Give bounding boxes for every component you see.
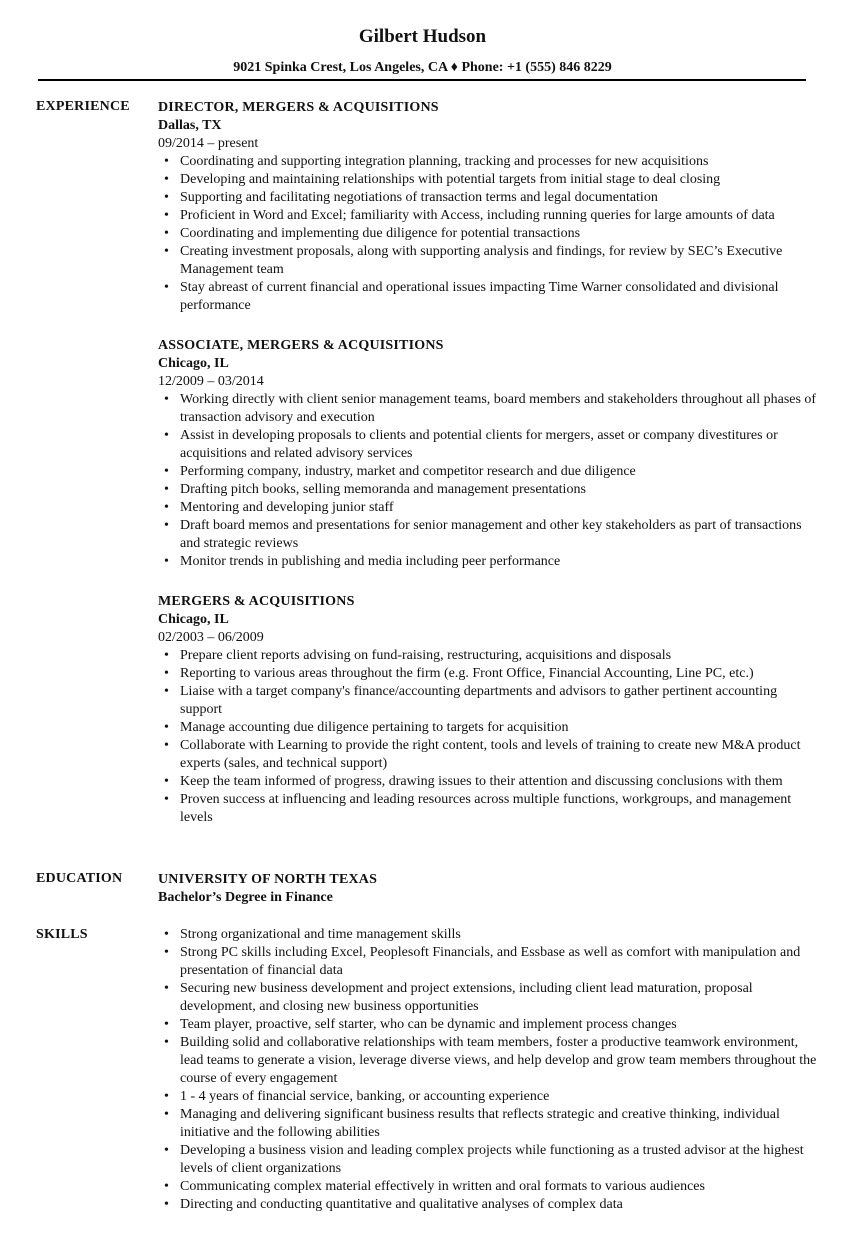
list-item: • Keep the team informed of progress, drawing issues to their attention and discussing conclusions with them xyxy=(158,773,818,791)
job-bullets xyxy=(158,647,818,827)
job-location: Chicago, IL xyxy=(158,612,229,627)
job-entry-mergers xyxy=(158,593,818,827)
list-item: • Stay abreast of current financial and operational issues impacting Time Warner consolidated and divisional performance xyxy=(158,279,818,315)
list-item: • Securing new business development and project extensions, including client lead maturation, proposal development, and closing new business opportunities xyxy=(158,980,818,1016)
candidate-name: Gilbert Hudson xyxy=(358,26,487,47)
list-item: • Developing a business vision and leading complex projects while functioning as a trusted advisor at the highest levels of client organizations xyxy=(158,1142,818,1178)
education-heading: EDUCATION xyxy=(36,871,123,886)
list-item: • Building solid and collaborative relationships with team members, foster a productive teamwork environment, lead teams to generate a vision, leverage diverse views, and help develop and grow team members throughout the course of every engagement xyxy=(158,1034,818,1088)
list-item: • Drafting pitch books, selling memoranda and management presentations xyxy=(158,481,818,499)
list-item: • Strong PC skills including Excel, Peoplesoft Financials, and Essbase as well as comfort with manipulation and presentation of financial data xyxy=(158,944,818,980)
list-item: • Mentoring and developing junior staff xyxy=(158,499,818,517)
school-name: UNIVERSITY OF NORTH TEXAS xyxy=(158,872,378,887)
list-item: • Team player, proactive, self starter, who can be dynamic and implement process changes xyxy=(158,1016,818,1034)
job-dates: 12/2009 – 03/2014 xyxy=(158,374,264,389)
list-item: • Coordinating and implementing due diligence for potential transactions xyxy=(158,225,818,243)
list-item: • Supporting and facilitating negotiations of transaction terms and legal documentation xyxy=(158,189,818,207)
job-location: Chicago, IL xyxy=(158,356,229,371)
job-title: DIRECTOR, MERGERS & ACQUISITIONS xyxy=(158,100,439,115)
list-item: • Developing and maintaining relationships with potential targets from initial stage to deal closing xyxy=(158,171,818,189)
list-item: • Communicating complex material effectively in written and oral formats to various audiences xyxy=(158,1178,818,1196)
job-location: Dallas, TX xyxy=(158,118,222,133)
skills-list xyxy=(158,926,818,1214)
skills-heading: SKILLS xyxy=(36,927,88,942)
list-item: • Draft board memos and presentations for senior management and other key stakeholders as part of transactions and strategic reviews xyxy=(158,517,818,553)
job-title: MERGERS & ACQUISITIONS xyxy=(158,594,355,609)
list-item: • Collaborate with Learning to provide the right content, tools and levels of training to create new M&A product experts (sales, and technical support) xyxy=(158,737,818,773)
list-item: • Liaise with a target company's finance/accounting departments and advisors to gather pertinent accounting support xyxy=(158,683,818,719)
job-entry-director xyxy=(158,99,818,315)
list-item: • Monitor trends in publishing and media including peer performance xyxy=(158,553,818,571)
list-item: • Proven success at influencing and leading resources across multiple functions, workgroups, and management levels xyxy=(158,791,818,827)
job-dates: 09/2014 – present xyxy=(158,136,259,151)
list-item: • Assist in developing proposals to clients and potential clients for mergers, asset or company divestitures or acquisitions and related advisory services xyxy=(158,427,818,463)
job-dates: 02/2003 – 06/2009 xyxy=(158,630,264,645)
list-item: • Coordinating and supporting integration planning, tracking and processes for new acquisitions xyxy=(158,153,818,171)
list-item: • Working directly with client senior management teams, board members and stakeholders throughout all phases of transaction advisory and execution xyxy=(158,391,818,427)
degree: Bachelor’s Degree in Finance xyxy=(158,890,333,905)
list-item: • Reporting to various areas throughout the firm (e.g. Front Office, Financial Accounting, Line PC, etc.) xyxy=(158,665,818,683)
list-item: • Performing company, industry, market and competitor research and due diligence xyxy=(158,463,818,481)
job-bullets xyxy=(158,391,818,571)
list-item: • Prepare client reports advising on fund-raising, restructuring, acquisitions and disposals xyxy=(158,647,818,665)
list-item: • Directing and conducting quantitative and qualitative analyses of complex data xyxy=(158,1196,818,1214)
job-title: ASSOCIATE, MERGERS & ACQUISITIONS xyxy=(158,338,444,353)
job-entry-associate xyxy=(158,337,818,571)
job-bullets xyxy=(158,153,818,315)
list-item: • Managing and delivering significant business results that reflects strategic and creative thinking, individual initiative and the following abilities xyxy=(158,1106,818,1142)
list-item: • Creating investment proposals, along with supporting analysis and findings, for review by SEC’s Executive Management team xyxy=(158,243,818,279)
list-item: • 1 - 4 years of financial service, banking, or accounting experience xyxy=(158,1088,818,1106)
experience-heading: EXPERIENCE xyxy=(36,99,130,114)
list-item: • Proficient in Word and Excel; familiarity with Access, including running queries for large amounts of data xyxy=(158,207,818,225)
list-item: • Manage accounting due diligence pertaining to targets for acquisition xyxy=(158,719,818,737)
header-divider xyxy=(38,79,806,81)
skills-entry xyxy=(158,926,818,1214)
contact-line: 9021 Spinka Crest, Los Angeles, CA ♦ Phone: +1 (555) 846 8229 xyxy=(233,60,612,75)
education-entry xyxy=(158,871,818,907)
list-item: • Strong organizational and time management skills xyxy=(158,926,818,944)
